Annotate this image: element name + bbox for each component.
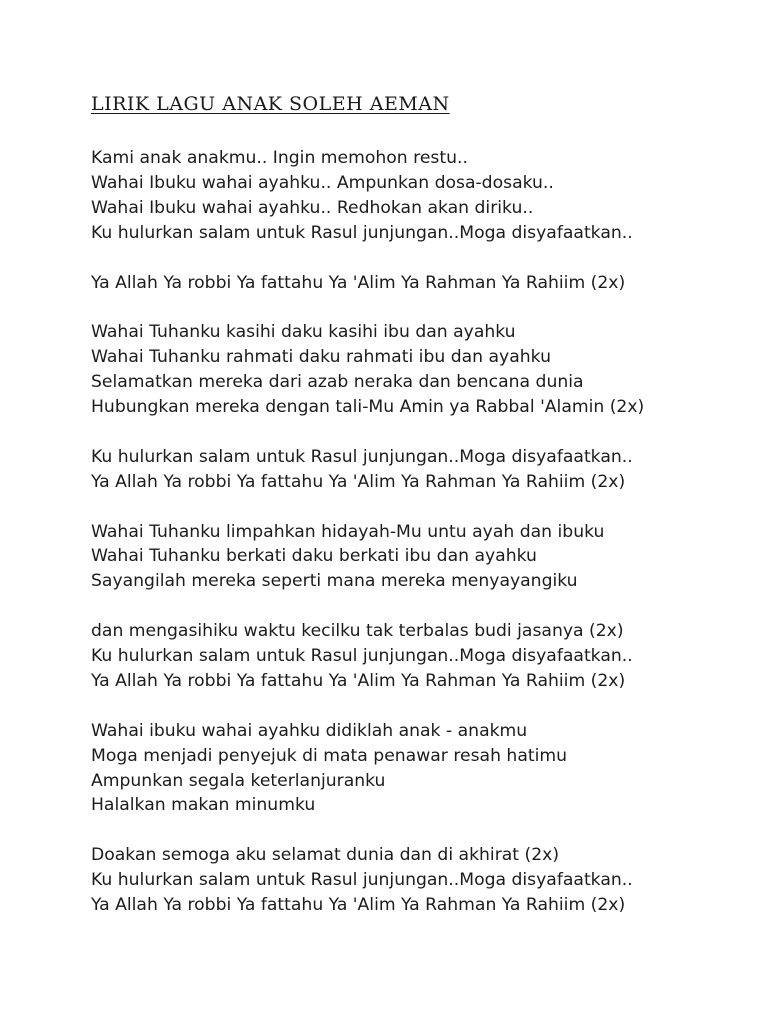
lyric-line: Wahai Ibuku wahai ayahku.. Ampunkan dosa-dosaku.. xyxy=(91,172,554,193)
lyric-line: Wahai ibuku wahai ayahku didiklah anak - anakmu xyxy=(91,720,528,741)
lyric-line: Ya Allah Ya robbi Ya fattahu Ya 'Alim Ya Rahman Ya Rahiim (2x) xyxy=(91,670,626,691)
document-title: LIRIK LAGU ANAK SOLEH AEMAN xyxy=(91,93,450,115)
lyric-line: Wahai Ibuku wahai ayahku.. Redhokan akan diriku.. xyxy=(91,197,534,218)
lyric-line: Hubungkan mereka dengan tali-Mu Amin ya Rabbal 'Alamin (2x) xyxy=(91,397,645,418)
stanza xyxy=(91,320,751,420)
lyric-line: dan mengasihiku waktu kecilku tak terbalas budi jasanya (2x) xyxy=(91,621,624,642)
lyric-line: Ampunkan segala keterlanjuranku xyxy=(91,770,386,791)
stanza xyxy=(91,271,751,296)
lyric-line: Doakan semoga aku selamat dunia dan di akhirat (2x) xyxy=(91,845,560,866)
lyric-line: Wahai Tuhanku berkati daku berkati ibu dan ayahku xyxy=(91,546,537,567)
stanza xyxy=(91,445,751,495)
lyric-line: Ku hulurkan salam untuk Rasul junjungan..Moga disyafaatkan.. xyxy=(91,870,633,891)
lyric-line: Ya Allah Ya robbi Ya fattahu Ya 'Alim Ya Rahman Ya Rahiim (2x) xyxy=(91,895,626,916)
lyric-line: Wahai Tuhanku limpahkan hidayah-Mu untu ayah dan ibuku xyxy=(91,521,605,542)
lyrics-body xyxy=(91,146,751,943)
lyric-line: Ya Allah Ya robbi Ya fattahu Ya 'Alim Ya Rahman Ya Rahiim (2x) xyxy=(91,471,626,492)
lyric-line: Kami anak anakmu.. Ingin memohon restu.. xyxy=(91,148,468,168)
lyric-line: Halalkan makan minumku xyxy=(91,795,316,816)
lyric-line: Ku hulurkan salam untuk Rasul junjungan..Moga disyafaatkan.. xyxy=(91,446,633,467)
stanza xyxy=(91,146,751,246)
stanza xyxy=(91,843,751,918)
lyric-line: Wahai Tuhanku kasihi daku kasihi ibu dan ayahku xyxy=(91,322,516,343)
lyric-line: Selamatkan mereka dari azab neraka dan bencana dunia xyxy=(91,372,584,393)
lyric-line: Moga menjadi penyejuk di mata penawar resah hatimu xyxy=(91,745,567,766)
stanza xyxy=(91,520,751,595)
lyric-line: Ku hulurkan salam untuk Rasul junjungan..Moga disyafaatkan.. xyxy=(91,222,633,243)
stanza xyxy=(91,619,751,694)
lyric-line: Ku hulurkan salam untuk Rasul junjungan..Moga disyafaatkan.. xyxy=(91,646,633,667)
lyric-line: Wahai Tuhanku rahmati daku rahmati ibu dan ayahku xyxy=(91,347,551,368)
lyric-line: Ya Allah Ya robbi Ya fattahu Ya 'Alim Ya Rahman Ya Rahiim (2x) xyxy=(91,272,626,293)
stanza xyxy=(91,719,751,819)
lyric-line: Sayangilah mereka seperti mana mereka menyayangiku xyxy=(91,571,578,592)
